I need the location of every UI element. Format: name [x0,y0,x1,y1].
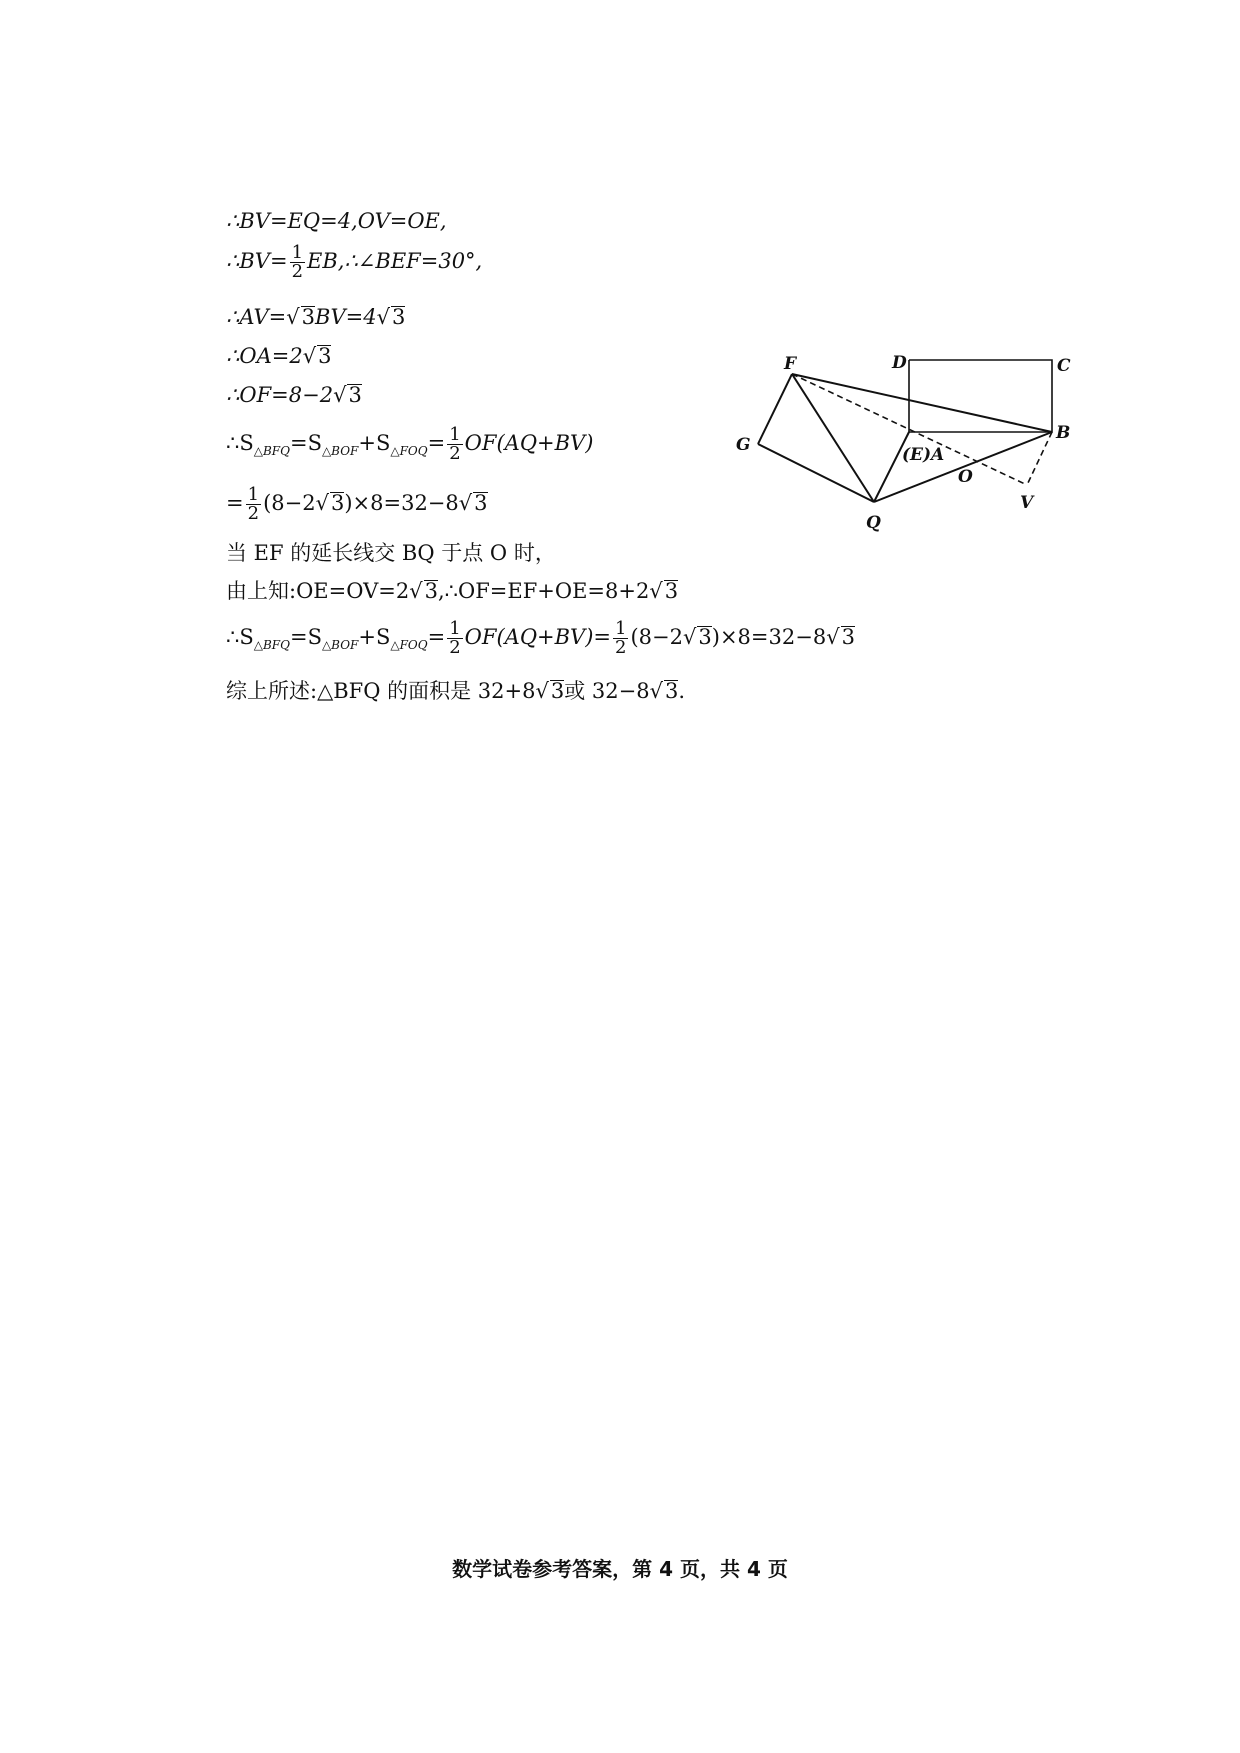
fraction-denominator: 2 [615,637,627,658]
solution-line-9 [226,576,678,606]
fraction-denominator: 2 [291,261,304,282]
sqrt-radicand: 3 [841,625,855,649]
line-7-text-a: = [226,491,244,515]
solution-line-2 [226,244,482,281]
line-11-text-b: 或 32−8 [564,679,650,703]
line-6-text-a: ∴S [226,431,254,455]
sqrt-radicand: 3 [330,491,345,515]
segment-fg [758,374,792,444]
fraction-numerator: 1 [291,242,304,263]
fraction-half [246,486,261,523]
line-10-text-e: OF(AQ+BV)= [464,625,612,649]
subscript: △BOF [321,444,359,458]
solution-line-8 [226,538,556,568]
solution-line-5 [226,380,362,410]
fraction-denominator: 2 [449,443,461,464]
sqrt-radicand: 3 [550,679,565,703]
watermark [305,783,376,859]
sqrt-icon: √ [286,305,300,329]
line-8-text: 当 EF 的延长线交 BQ 于点 O 时， [226,541,556,565]
line-6-text-d: = [427,431,446,455]
subscript: △BOF [321,638,359,652]
sqrt-radicand: 3 [665,679,679,703]
line-11-text-a: 综上所述:△BFQ 的面积是 32+8 [226,679,536,703]
sqrt-radicand: 3 [474,491,488,515]
label-f: F [784,354,797,374]
subscript: △BFQ [253,638,290,652]
line-5-text: ∴OF=8−2 [226,383,334,407]
label-g: G [736,435,751,455]
sqrt-icon: √ [315,491,329,515]
page-footer: 数学试卷参考答案，第 4 页，共 4 页 [452,1557,788,1581]
fraction-numerator: 1 [449,618,461,639]
solution-line-3 [226,302,405,332]
fraction-half [613,620,628,657]
sqrt-icon: √ [376,305,390,329]
sqrt-icon: √ [682,625,697,649]
sqrt-radicand: 3 [698,625,712,649]
sqrt-radicand: 3 [301,305,316,329]
label-o: O [958,467,973,487]
subscript: △FOQ [390,638,428,652]
line-10-text-d: = [427,625,446,649]
fraction-denominator: 2 [449,637,461,658]
line-10-text-b: =S [289,625,322,649]
fraction-numerator: 1 [615,618,627,639]
label-v: V [1020,493,1034,513]
sqrt-radicand: 3 [318,344,332,368]
solution-line-1 [226,206,447,236]
line-10-text-c: +S [358,625,391,649]
fraction-numerator: 1 [247,484,260,505]
solution-line-6 [226,426,593,466]
solution-line-7 [226,486,488,523]
line-11-text-c: . [678,679,686,703]
line-3-text-a: ∴AV= [226,305,287,329]
sqrt-icon: √ [535,679,549,703]
sqrt-icon: √ [409,579,423,603]
line-9-text-a: 由上知:OE=OV=2 [226,579,410,603]
line-10-text-a: ∴S [226,625,254,649]
sqrt-icon: √ [333,383,347,407]
subscript: △BFQ [253,444,290,458]
sqrt-icon: √ [649,579,663,603]
fraction-numerator: 1 [449,424,461,445]
solution-line-10 [226,620,855,660]
fraction-half [447,620,462,657]
sqrt-radicand: 3 [664,579,679,603]
segment-fb [792,374,1052,432]
subscript: △FOQ [390,444,428,458]
sqrt-icon: √ [458,491,473,515]
sqrt-icon: √ [826,625,840,649]
line-4-text: ∴OA=2 [226,344,303,368]
line-1-text: ∴BV=EQ=4,OV=OE, [226,209,447,233]
sqrt-radicand: 3 [391,305,406,329]
line-9-text-b: ,∴OF=EF+OE=8+2 [437,579,650,603]
fraction-half [447,426,462,463]
line-2-text-b: EB,∴∠BEF=30°, [307,249,483,273]
solution-line-11 [226,676,685,706]
line-6-text-b: =S [289,431,322,455]
label-b: B [1056,423,1071,443]
sqrt-radicand: 3 [424,579,438,603]
line-10-text-f: (8−2 [630,625,683,649]
solution-line-4 [226,341,331,371]
label-c: C [1057,356,1071,376]
sqrt-radicand: 3 [348,383,362,407]
fraction-denominator: 2 [247,503,260,524]
geometry-diagram [730,340,1090,540]
line-6-text-e: OF(AQ+BV) [464,431,594,455]
label-d: D [892,353,907,373]
line-3-text-b: BV=4 [315,305,377,329]
line-10-text-g: )×8=32−8 [711,625,827,649]
line-7-text-c: )×8=32−8 [344,491,459,515]
line-6-text-c: +S [358,431,391,455]
label-ea: (E)A [902,445,945,465]
line-7-text-b: (8−2 [263,491,316,515]
line-2-text-a: ∴BV= [226,249,288,273]
sqrt-icon: √ [302,344,317,368]
segment-qa [874,432,909,502]
rectangle-dcba [909,360,1052,432]
sqrt-icon: √ [649,679,663,703]
fraction-half [290,244,305,281]
label-q: Q [866,513,881,533]
